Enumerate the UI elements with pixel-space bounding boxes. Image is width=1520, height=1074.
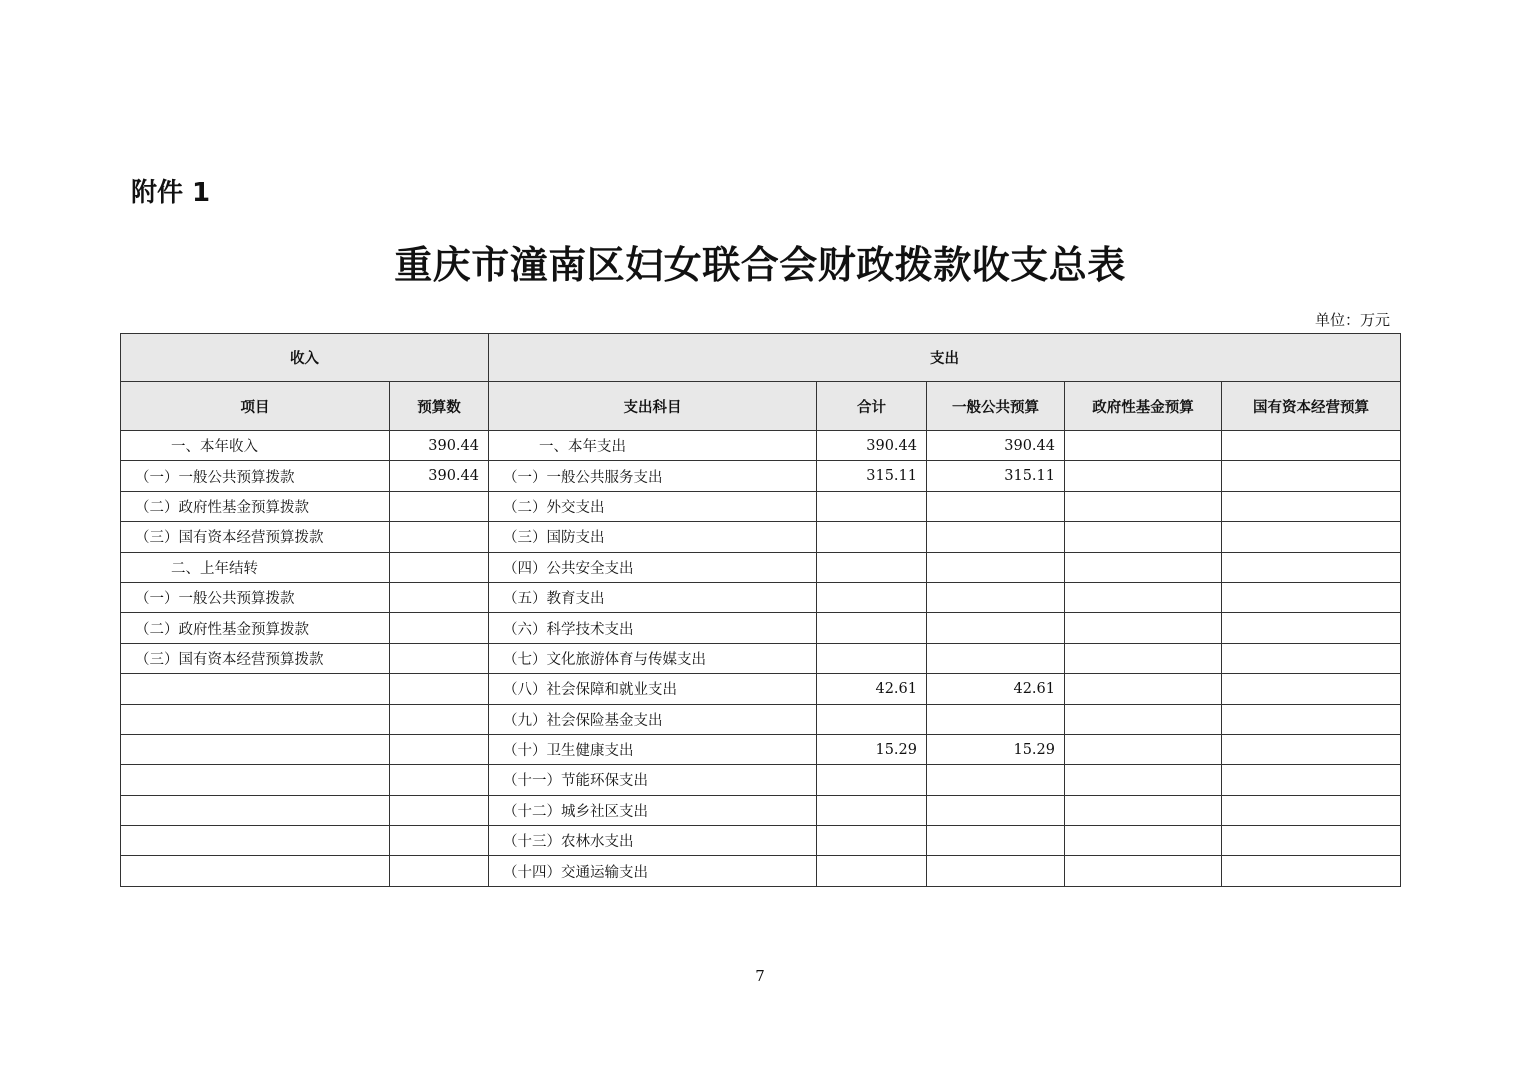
cell-fund-budget [1065,765,1222,795]
cell-fund-budget [1065,522,1222,552]
cell-item [121,826,390,856]
cell-state-capital-budget [1222,613,1401,643]
cell-fund-budget [1065,674,1222,704]
cell-total: 42.61 [817,674,927,704]
cell-budget [390,643,489,673]
table-body [121,431,1401,887]
cell-subject: （三）国防支出 [489,522,817,552]
col-header-general-budget: 一般公共预算 [927,382,1065,431]
cell-item: 二、上年结转 [121,552,390,582]
cell-item [121,856,390,886]
col-header-item: 项目 [121,382,390,431]
cell-budget [390,765,489,795]
cell-budget [390,674,489,704]
table-row [121,674,1401,704]
cell-budget [390,582,489,612]
cell-fund-budget [1065,613,1222,643]
table-row [121,552,1401,582]
cell-total [817,826,927,856]
cell-total [817,491,927,521]
table-row [121,704,1401,734]
cell-state-capital-budget [1222,765,1401,795]
cell-state-capital-budget [1222,826,1401,856]
cell-fund-budget [1065,704,1222,734]
table-row [121,765,1401,795]
table-row [121,582,1401,612]
cell-general-budget [927,552,1065,582]
cell-general-budget [927,826,1065,856]
cell-item [121,674,390,704]
cell-budget [390,552,489,582]
cell-item [121,765,390,795]
cell-general-budget [927,613,1065,643]
cell-item: （一）一般公共预算拨款 [121,461,390,491]
page-title: 重庆市潼南区妇女联合会财政拨款收支总表 [394,242,1126,287]
cell-item: （三）国有资本经营预算拨款 [121,522,390,552]
cell-item [121,734,390,764]
cell-total [817,613,927,643]
cell-state-capital-budget [1222,795,1401,825]
cell-budget [390,856,489,886]
cell-total [817,856,927,886]
cell-state-capital-budget [1222,522,1401,552]
cell-fund-budget [1065,856,1222,886]
cell-subject: （五）教育支出 [489,582,817,612]
cell-item: （二）政府性基金预算拨款 [121,491,390,521]
cell-item: （一）一般公共预算拨款 [121,582,390,612]
cell-general-budget: 315.11 [927,461,1065,491]
attachment-label: 附件 1 [131,178,211,208]
col-header-budget: 预算数 [390,382,489,431]
cell-subject: （一）一般公共服务支出 [489,461,817,491]
cell-state-capital-budget [1222,704,1401,734]
cell-subject: （十）卫生健康支出 [489,734,817,764]
cell-general-budget [927,704,1065,734]
cell-state-capital-budget [1222,491,1401,521]
cell-budget [390,522,489,552]
cell-state-capital-budget [1222,582,1401,612]
cell-fund-budget [1065,734,1222,764]
cell-subject: （九）社会保险基金支出 [489,704,817,734]
cell-subject: （十四）交通运输支出 [489,856,817,886]
cell-subject: （十一）节能环保支出 [489,765,817,795]
table-row [121,643,1401,673]
cell-subject: （六）科学技术支出 [489,613,817,643]
col-header-subject: 支出科目 [489,382,817,431]
cell-fund-budget [1065,582,1222,612]
cell-general-budget [927,522,1065,552]
table-row [121,522,1401,552]
cell-total [817,795,927,825]
cell-total: 390.44 [817,431,927,461]
cell-budget [390,795,489,825]
table-column-header [121,382,1401,431]
col-header-total: 合计 [817,382,927,431]
cell-total [817,765,927,795]
cell-state-capital-budget [1222,431,1401,461]
cell-item [121,795,390,825]
cell-total [817,522,927,552]
cell-budget: 390.44 [390,431,489,461]
cell-subject: （二）外交支出 [489,491,817,521]
cell-general-budget [927,765,1065,795]
cell-fund-budget [1065,491,1222,521]
cell-budget [390,491,489,521]
table-row [121,491,1401,521]
cell-subject: （八）社会保障和就业支出 [489,674,817,704]
page-number: 7 [755,967,765,985]
table-row [121,795,1401,825]
col-header-fund-budget: 政府性基金预算 [1065,382,1222,431]
cell-total: 315.11 [817,461,927,491]
cell-state-capital-budget [1222,552,1401,582]
cell-fund-budget [1065,795,1222,825]
cell-item [121,704,390,734]
cell-subject: （四）公共安全支出 [489,552,817,582]
cell-subject: （七）文化旅游体育与传媒支出 [489,643,817,673]
table-row [121,431,1401,461]
cell-fund-budget [1065,826,1222,856]
cell-fund-budget [1065,552,1222,582]
cell-subject: （十三）农林水支出 [489,826,817,856]
cell-total [817,643,927,673]
cell-total [817,582,927,612]
income-group-header: 收入 [121,334,489,382]
cell-general-budget: 390.44 [927,431,1065,461]
cell-fund-budget [1065,461,1222,491]
cell-budget [390,734,489,764]
cell-total [817,552,927,582]
cell-item: （二）政府性基金预算拨款 [121,613,390,643]
cell-fund-budget [1065,431,1222,461]
cell-state-capital-budget [1222,734,1401,764]
table-row [121,856,1401,886]
table-row [121,613,1401,643]
cell-state-capital-budget [1222,461,1401,491]
cell-item: （三）国有资本经营预算拨款 [121,643,390,673]
cell-general-budget: 42.61 [927,674,1065,704]
cell-subject: 一、本年支出 [489,431,817,461]
expense-group-header: 支出 [489,334,1401,382]
table-row [121,826,1401,856]
finance-table [120,333,1401,887]
cell-state-capital-budget [1222,856,1401,886]
cell-item: 一、本年收入 [121,431,390,461]
cell-budget [390,826,489,856]
table-group-header [121,334,1401,382]
cell-general-budget: 15.29 [927,734,1065,764]
cell-general-budget [927,856,1065,886]
cell-state-capital-budget [1222,674,1401,704]
unit-label: 单位：万元 [1314,311,1390,329]
cell-budget: 390.44 [390,461,489,491]
cell-general-budget [927,795,1065,825]
cell-state-capital-budget [1222,643,1401,673]
cell-general-budget [927,582,1065,612]
col-header-state-capital-budget: 国有资本经营预算 [1222,382,1401,431]
cell-fund-budget [1065,643,1222,673]
table-row [121,734,1401,764]
cell-budget [390,613,489,643]
table-row [121,461,1401,491]
cell-general-budget [927,491,1065,521]
cell-total [817,704,927,734]
cell-general-budget [927,643,1065,673]
cell-total: 15.29 [817,734,927,764]
cell-budget [390,704,489,734]
cell-subject: （十二）城乡社区支出 [489,795,817,825]
